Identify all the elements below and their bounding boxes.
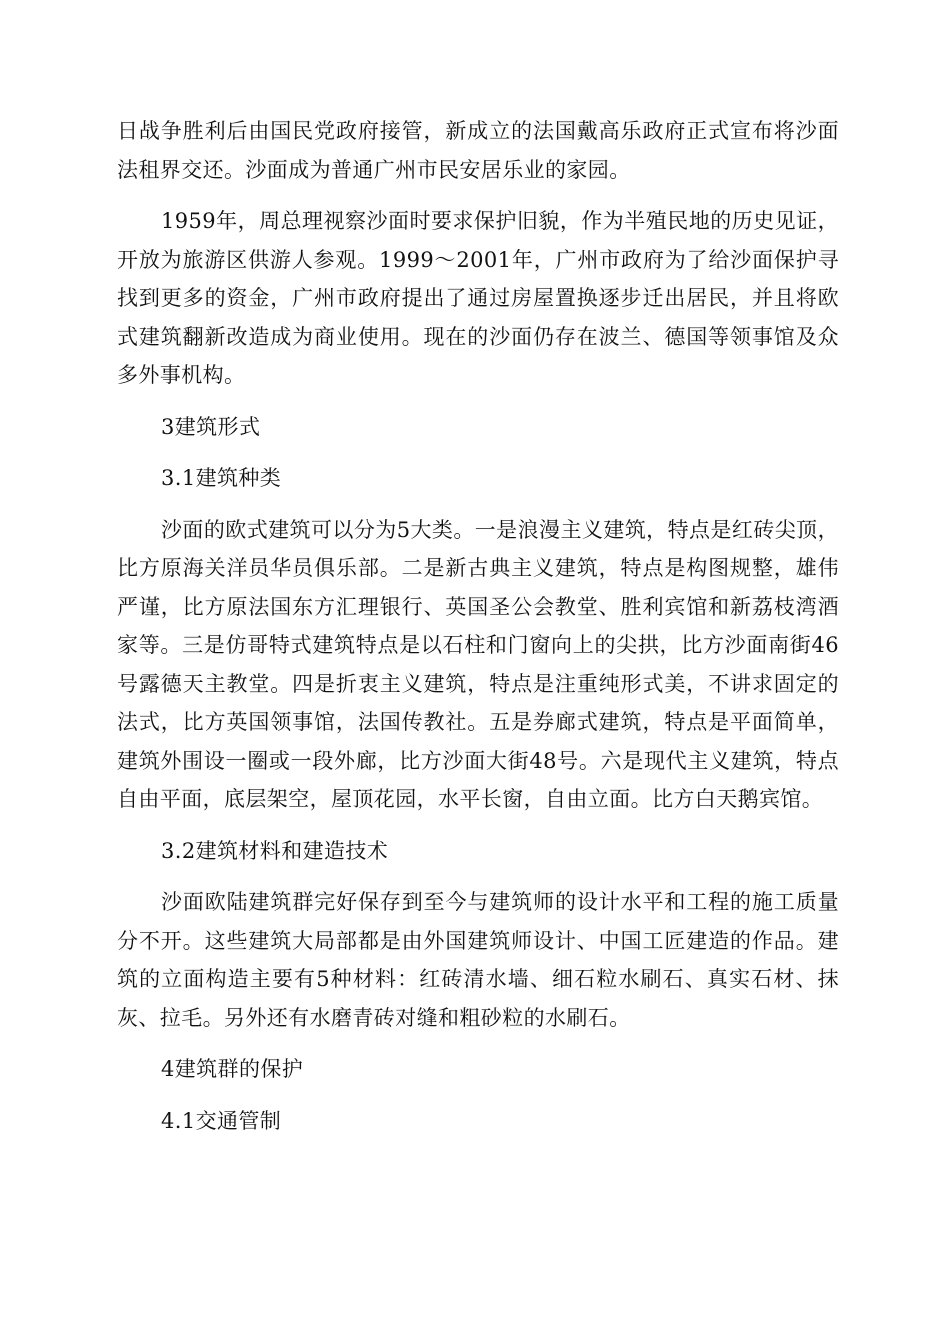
paragraph-gap: [117, 870, 839, 883]
subsection-heading: 4.1交通管制: [161, 1108, 282, 1133]
section-heading: 4建筑群的保护: [161, 1057, 304, 1081]
paragraph-gap: [117, 819, 839, 832]
paragraph-gap: [117, 395, 839, 408]
body-paragraph: 1959年，周总理视察沙面时要求保护旧貌，作为半殖民地的历史见证，开放为旅游区供游人参观。1999～2001年，广州市政府为了给沙面保护寻找到更多的资金，广州市政府提出了通过房屋置换逐步迁出居民，并且将欧式建筑翻新改造成为商业使用。现在的沙面仍存在波兰、德国等领事馆及众多外事机构。: [117, 209, 839, 387]
paragraph-gap: [117, 446, 839, 459]
body-paragraph: 沙面欧陆建筑群完好保存到至今与建筑师的设计水平和工程的施工质量分不开。这些建筑大局部都是由外国建筑师设计、中国工匠建造的作品。建筑的立面构造主要有5种材料：红砖清水墙、细石粒水刷石、真实石材、抹灰、拉毛。另外还有水磨青砖对缝和粗砂粒的水刷石。: [117, 890, 839, 1030]
subsection-heading: 3.2建筑材料和建造技术: [161, 838, 389, 863]
paragraph-gap: [117, 189, 839, 202]
paragraph-gap: [117, 1089, 839, 1102]
body-paragraph: 日战争胜利后由国民党政府接管，新成立的法国戴高乐政府正式宣布将沙面法租界交还。沙面成为普通广州市民安居乐业的家园。: [117, 119, 839, 182]
paragraph-gap: [117, 1037, 839, 1050]
body-paragraph: 沙面的欧式建筑可以分为5大类。一是浪漫主义建筑，特点是红砖尖顶，比方原海关洋员华员俱乐部。二是新古典主义建筑，特点是构图规整，雄伟严谨，比方原法国东方汇理银行、英国圣公会教堂、胜利宾馆和新荔枝湾酒家等。三是仿哥特式建筑特点是以石柱和门窗向上的尖拱，比方沙面南街46号露德天主教堂。四是折衷主义建筑，特点是注重纯形式美，不讲求固定的法式，比方英国领事馆，法国传教社。五是券廊式建筑，特点是平面简单，建筑外围设一圈或一段外廊，比方沙面大街48号。六是现代主义建筑，特点自由平面，底层架空，屋顶花园，水平长窗，自由立面。比方白天鹅宾馆。: [117, 517, 839, 811]
subsection-heading: 3.1建筑种类: [161, 466, 282, 490]
section-heading: 3建筑形式: [161, 414, 261, 439]
document-page: [117, 112, 839, 1140]
paragraph-gap: [117, 498, 839, 511]
